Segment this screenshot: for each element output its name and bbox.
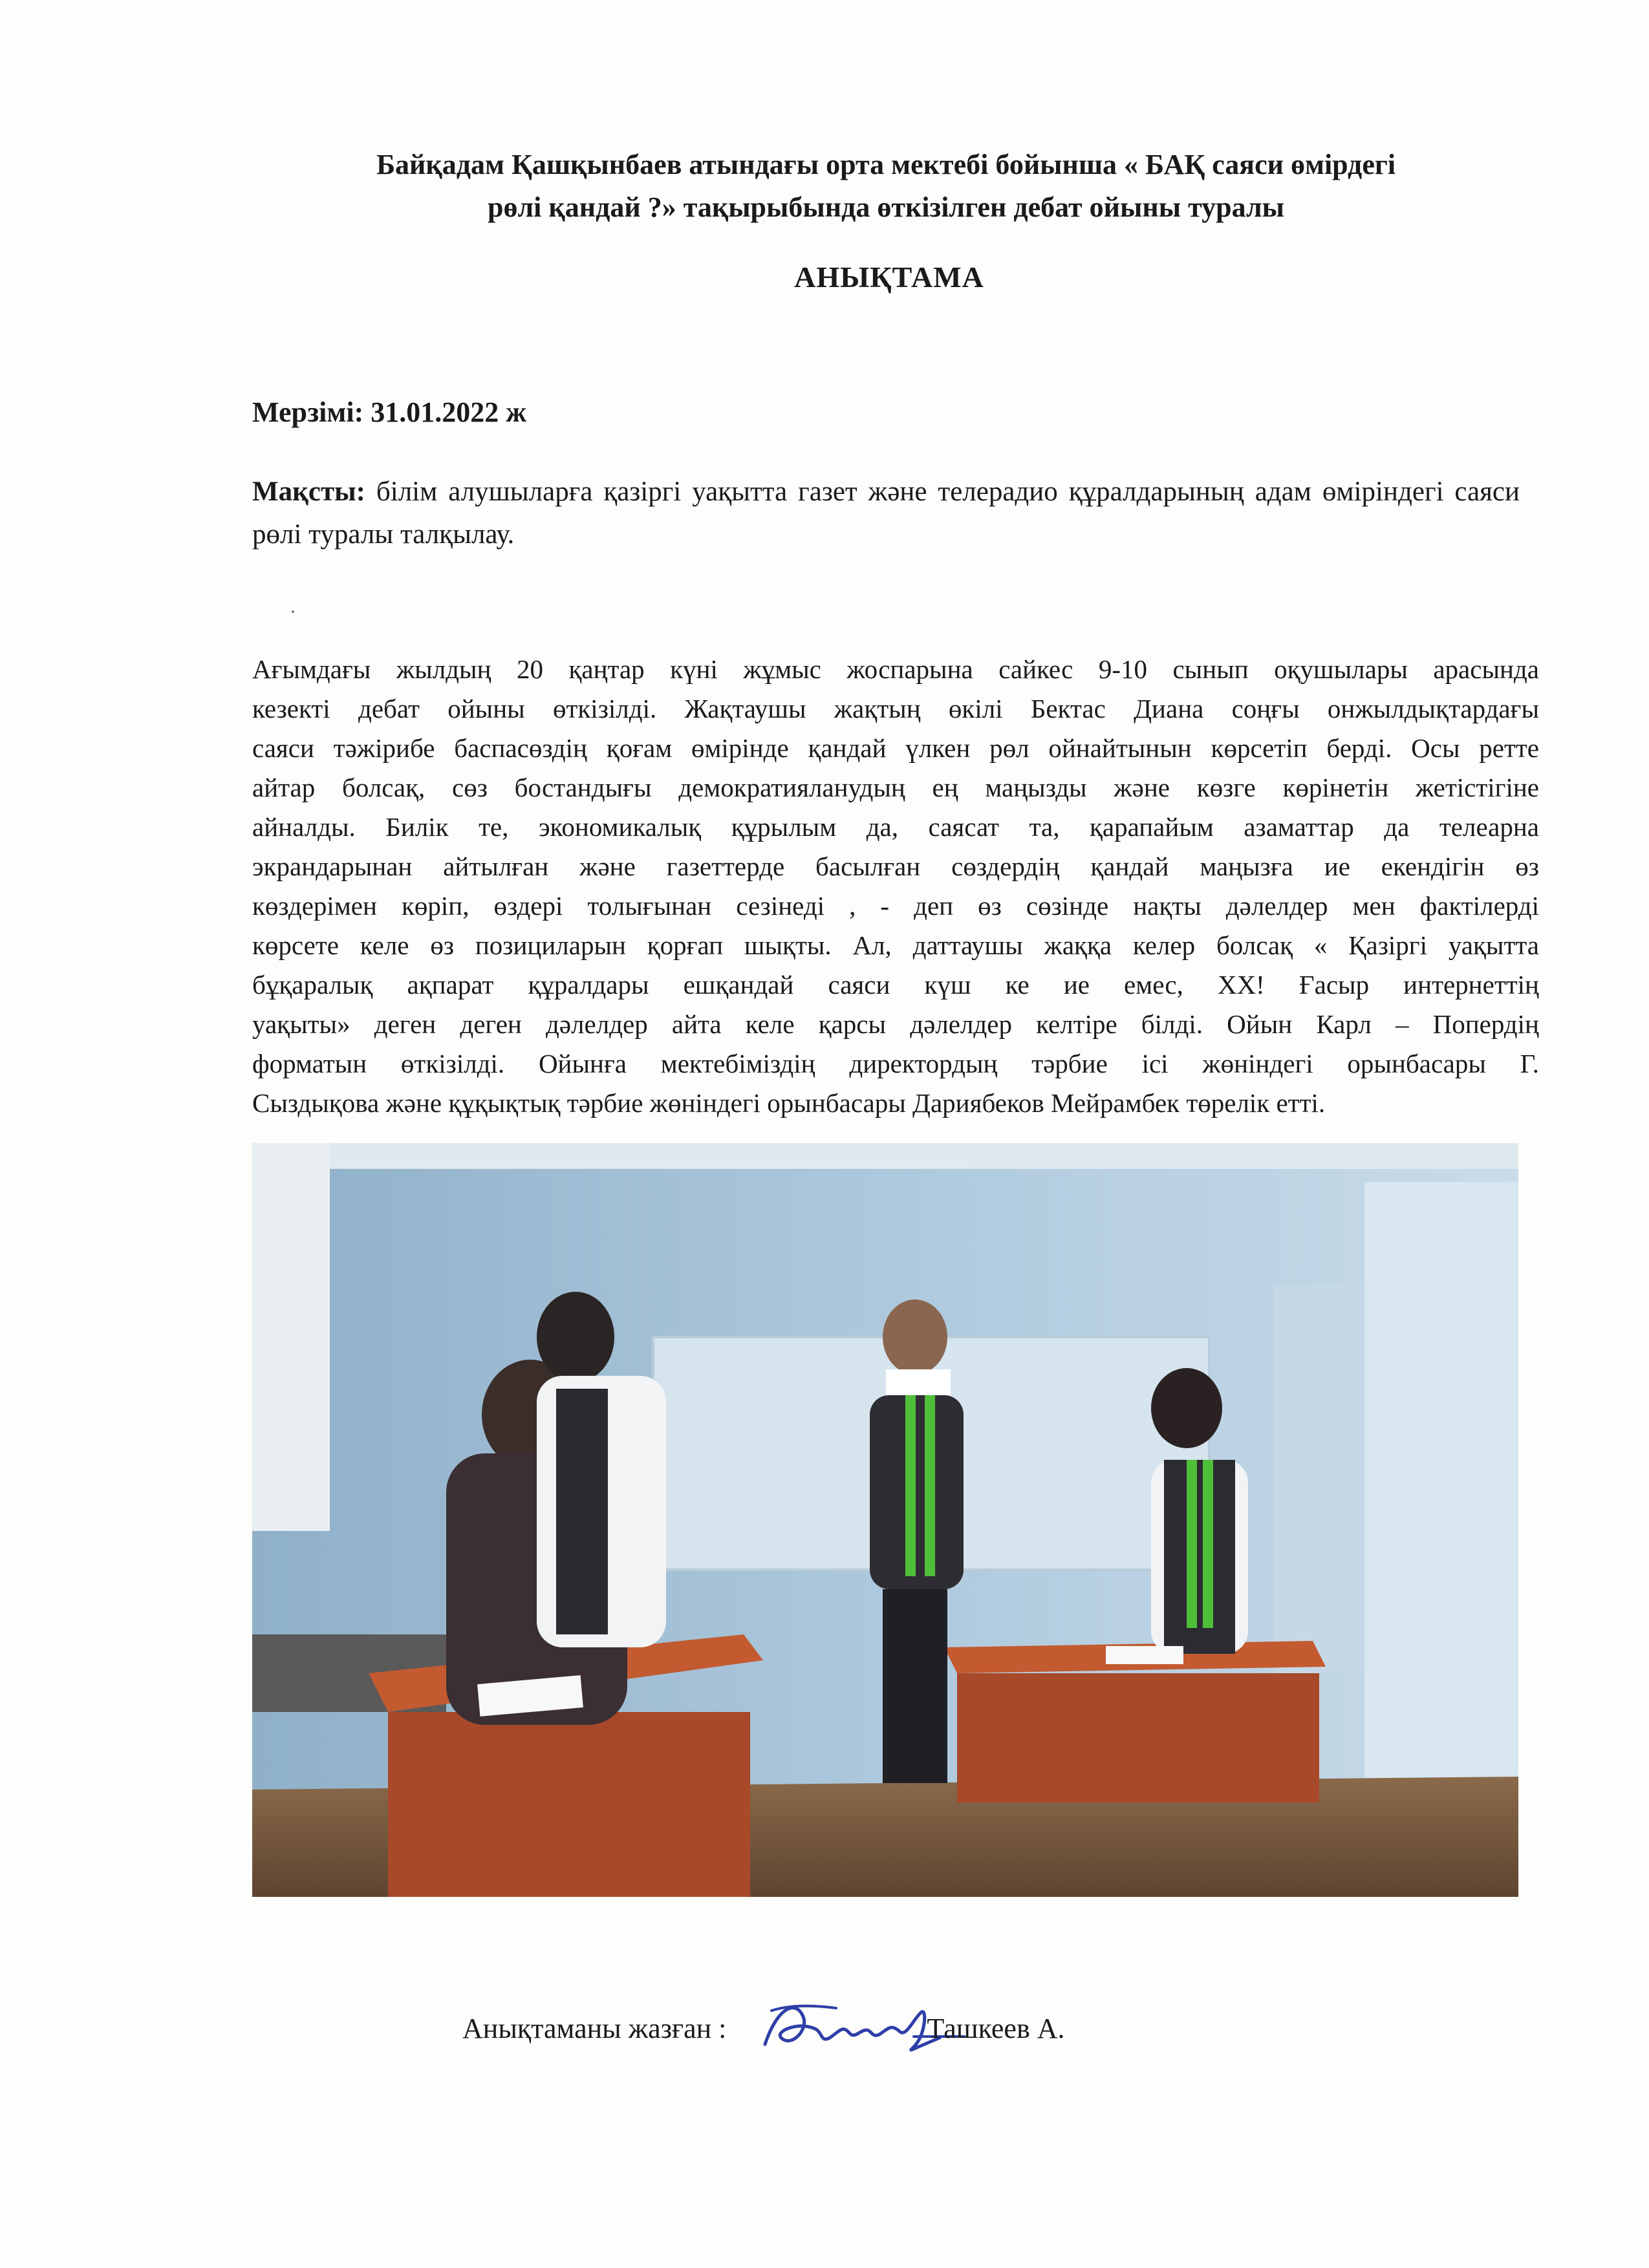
paper (1106, 1646, 1183, 1664)
goal-text: білім алушыларға қазіргі уақытта газет және телерадио құралдарының адам өміріндегі саяси рөлі туралы талқылау. (252, 476, 1520, 550)
document-heading: АНЫҚТАМА (794, 261, 984, 294)
body-line: айналды. Билік те, экономикалық құрылым да, саясат та, қарапайым азаматтар да телеарна (252, 812, 1539, 842)
date-value: 31.01.2022 ж (371, 396, 527, 428)
document-title (246, 144, 1526, 229)
left-panel (252, 1143, 330, 1531)
body-line: айтар болсақ, сөз бостандығы демократияланудың ең маңызды және көзге көрінетін жетістігіне (252, 773, 1539, 802)
signature-row (462, 1993, 1065, 2064)
date-label: Мерзімі: (252, 396, 364, 428)
body-line: бұқаралық ақпарат құралдары ешқандай саяси күш ке ие емес, ХХ! Ғасыр интернеттің (252, 970, 1539, 1000)
body-line: Сыздықова және құқықтық тәрбие жөніндегі орынбасары Дариябеков Мейрамбек төрелік етті. (252, 1088, 1326, 1118)
title-line: рөлі қандай ?» тақырыбында өткізілген дебат ойыны туралы (488, 191, 1284, 223)
title-line: Байқадам Қашқынбаев атындағы орта мектебі бойынша « БАҚ саяси өмірдегі (376, 149, 1396, 180)
body-line: кезекті дебат ойыны өткізілді. Жақтаушы жақтың өкілі Бектас Диана соңғы онжылдықтардағы (252, 694, 1539, 723)
stray-mark: · (290, 601, 296, 623)
signature-label: Анықтаманы жазған : (462, 2012, 727, 2044)
body-line: Ағымдағы жылдың 20 қаңтар күні жұмыс жоспарына сайкес 9-10 сынып оқушылары арасында (252, 654, 1539, 684)
door (1274, 1285, 1364, 1673)
goal-label: Мақсты: (252, 476, 365, 507)
body-line: көрсете келе өз позициларын қорғап шықты. Ал, даттаушы жаққа келер болсақ « Қазіргі уақытта (252, 930, 1539, 960)
desk-right (944, 1641, 1326, 1803)
debate-photo-illustration (252, 1143, 1518, 1897)
body-line: уақыты» деген деген дәлелдер айта келе қарсы дәлелдер келтіре білді. Ойын Карл – Попердің (252, 1009, 1539, 1039)
debate-photo (252, 1143, 1518, 1897)
signer-name: Ташкеев А. (927, 2012, 1065, 2044)
ceiling-strip (252, 1143, 1518, 1169)
body-line: форматын өткізілді. Ойынға мектебіміздің директордың тәрбие ісі жөніндегі орынбасары Г. (252, 1049, 1539, 1078)
body-line: көздерімен көріп, өздері толығынан сезінеді , - деп өз сөзінде нақты дәлелдер мен фактілерді (252, 891, 1539, 921)
goal-paragraph (252, 471, 1520, 556)
body-line: саяси тәжірибе баспасөздің қоғам өмірінде қандай үлкен рөл ойнайтынын көрсетіп берді. Осы ретте (252, 733, 1539, 763)
body-line: экрандарынан айтылған және газеттерде басылған сөздердің қандай маңызға ие екендігін өз (252, 851, 1539, 881)
date-row (252, 396, 526, 429)
body-paragraph (252, 650, 1539, 1123)
